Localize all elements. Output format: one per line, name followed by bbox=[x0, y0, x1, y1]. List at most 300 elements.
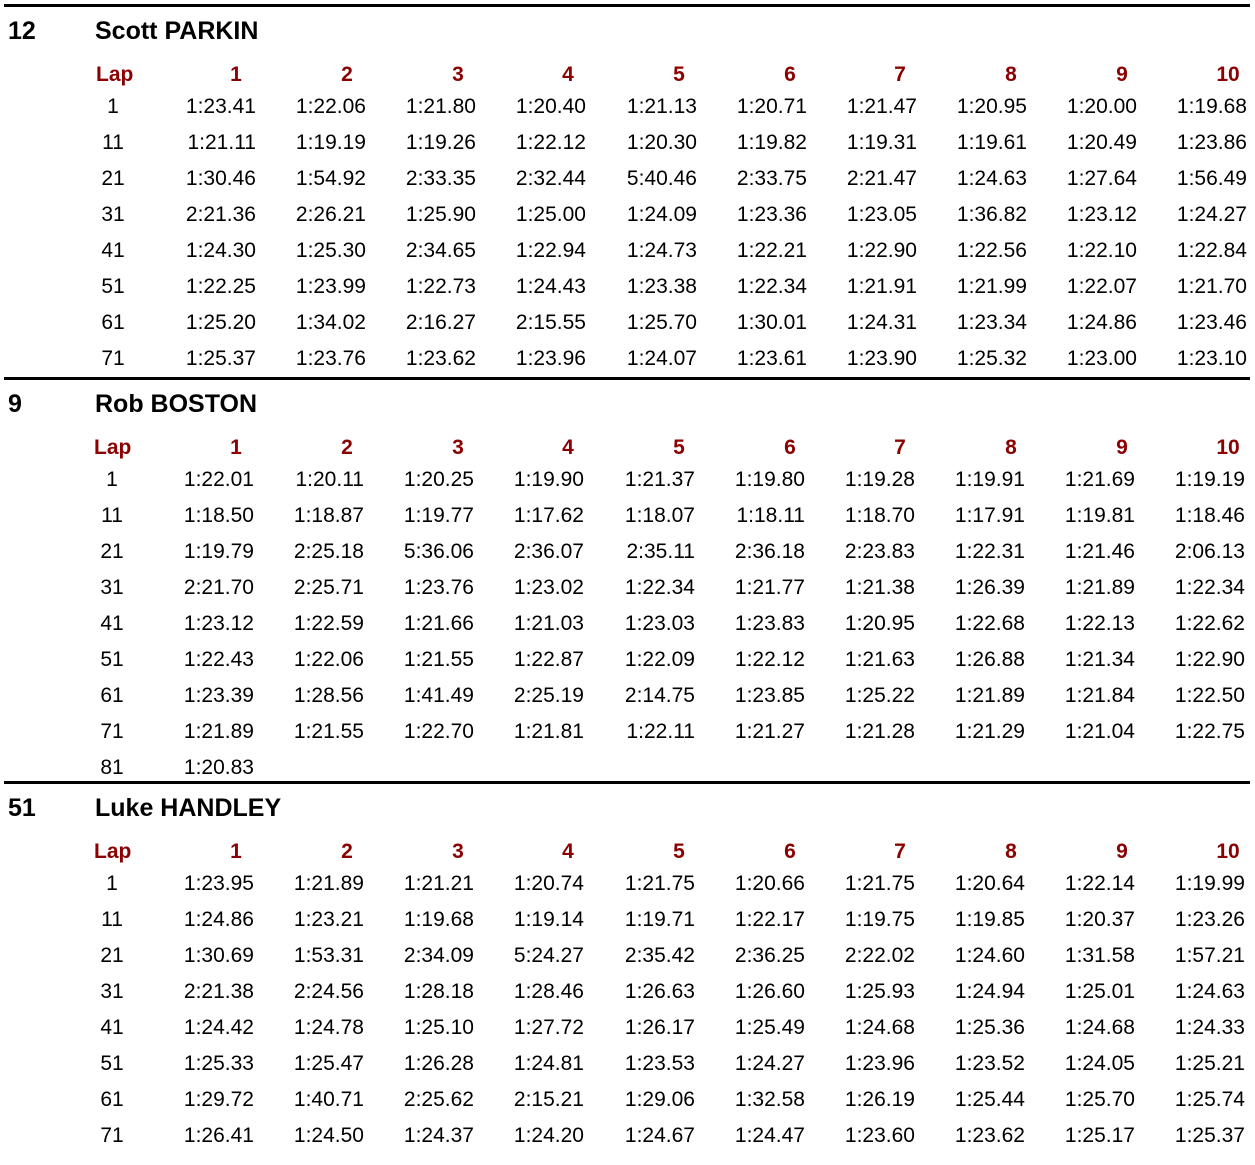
lap-time-cell: 2:06.13 bbox=[1174, 540, 1245, 563]
column-header: 2 bbox=[341, 63, 353, 86]
lap-time-cell: 1:18.70 bbox=[844, 504, 915, 527]
lap-time-cell: 2:21.36 bbox=[185, 203, 256, 226]
lap-time-cell: 1:57.21 bbox=[1174, 944, 1245, 967]
lap-time-cell: 1:21.37 bbox=[624, 468, 695, 491]
column-header: 6 bbox=[784, 63, 796, 86]
lap-time-cell: 1:30.01 bbox=[736, 311, 807, 334]
lap-time-cell: 1:29.06 bbox=[624, 1088, 695, 1111]
lap-time-cell: 1:22.84 bbox=[1176, 239, 1247, 262]
lap-time-cell: 1:19.85 bbox=[954, 908, 1025, 931]
lap-time-cell: 1:24.63 bbox=[956, 167, 1027, 190]
lap-number: 11 bbox=[101, 504, 123, 527]
lap-time-cell: 1:54.92 bbox=[295, 167, 366, 190]
lap-number: 31 bbox=[101, 203, 125, 226]
lap-column-header: Lap bbox=[94, 840, 132, 863]
lap-time-cell: 1:22.62 bbox=[1174, 612, 1245, 635]
lap-number: 21 bbox=[100, 540, 124, 563]
lap-time-cell: 1:25.90 bbox=[405, 203, 476, 226]
lap-time-cell: 1:19.14 bbox=[513, 908, 584, 931]
lap-number: 71 bbox=[100, 1124, 124, 1147]
lap-time-cell: 1:22.12 bbox=[515, 131, 586, 154]
lap-time-cell: 1:23.96 bbox=[844, 1052, 915, 1075]
lap-time-cell: 1:24.37 bbox=[403, 1124, 474, 1147]
lap-time-cell: 1:24.50 bbox=[293, 1124, 364, 1147]
lap-time-cell: 1:25.37 bbox=[1174, 1124, 1245, 1147]
lap-time-cell: 1:30.69 bbox=[183, 944, 254, 967]
lap-time-cell: 1:25.00 bbox=[515, 203, 586, 226]
lap-time-cell: 1:24.05 bbox=[1064, 1052, 1135, 1075]
lap-time-cell: 2:35.11 bbox=[626, 540, 695, 563]
lap-time-cell: 1:22.06 bbox=[295, 95, 366, 118]
lap-time-cell: 1:20.00 bbox=[1066, 95, 1137, 118]
lap-time-cell: 2:36.07 bbox=[513, 540, 584, 563]
lap-time-cell: 1:23.61 bbox=[736, 347, 807, 370]
lap-time-cell: 5:24.27 bbox=[513, 944, 584, 967]
driver-section bbox=[0, 377, 1255, 797]
lap-time-cell: 1:29.72 bbox=[183, 1088, 254, 1111]
section-divider bbox=[4, 4, 1250, 7]
lap-time-cell: 1:19.61 bbox=[956, 131, 1027, 154]
lap-number: 51 bbox=[100, 1052, 124, 1075]
lap-time-cell: 1:28.46 bbox=[513, 980, 584, 1003]
column-header: 4 bbox=[562, 436, 574, 459]
lap-time-cell: 1:21.29 bbox=[954, 720, 1025, 743]
column-header: 5 bbox=[673, 63, 685, 86]
lap-time-cell: 2:33.35 bbox=[405, 167, 476, 190]
lap-time-cell: 1:22.13 bbox=[1064, 612, 1135, 635]
lap-time-cell: 1:23.36 bbox=[736, 203, 807, 226]
lap-time-cell: 1:24.09 bbox=[626, 203, 697, 226]
lap-time-cell: 2:14.75 bbox=[624, 684, 695, 707]
lap-time-cell: 1:24.30 bbox=[185, 239, 256, 262]
lap-time-cell: 1:26.60 bbox=[734, 980, 805, 1003]
lap-time-cell: 1:24.60 bbox=[954, 944, 1025, 967]
lap-time-cell: 1:24.33 bbox=[1174, 1016, 1245, 1039]
lap-time-cell: 1:23.12 bbox=[183, 612, 254, 635]
car-number: 51 bbox=[8, 794, 36, 822]
lap-time-cell: 1:23.99 bbox=[295, 275, 366, 298]
lap-time-cell: 1:24.86 bbox=[1066, 311, 1137, 334]
lap-number: 71 bbox=[100, 720, 124, 743]
lap-time-cell: 1:22.10 bbox=[1066, 239, 1137, 262]
lap-number: 1 bbox=[106, 872, 118, 895]
lap-time-cell: 1:22.90 bbox=[1174, 648, 1245, 671]
lap-time-cell: 1:23.34 bbox=[956, 311, 1027, 334]
lap-column-header: Lap bbox=[96, 63, 134, 86]
lap-time-cell: 1:21.89 bbox=[183, 720, 254, 743]
driver-name: Scott PARKIN bbox=[95, 17, 259, 45]
lap-time-cell: 2:24.56 bbox=[293, 980, 364, 1003]
lap-time-cell: 1:23.83 bbox=[734, 612, 805, 635]
lap-time-cell: 1:21.46 bbox=[1064, 540, 1135, 563]
lap-number: 61 bbox=[101, 311, 125, 334]
lap-number: 41 bbox=[101, 239, 125, 262]
lap-time-cell: 1:25.47 bbox=[293, 1052, 364, 1075]
lap-time-cell: 1:21.91 bbox=[846, 275, 917, 298]
lap-time-cell: 1:25.21 bbox=[1174, 1052, 1245, 1075]
lap-time-cell: 1:22.90 bbox=[846, 239, 917, 262]
lap-time-cell: 2:16.27 bbox=[405, 311, 476, 334]
lap-time-cell: 1:22.01 bbox=[183, 468, 254, 491]
lap-time-cell: 1:22.12 bbox=[734, 648, 805, 671]
lap-time-cell: 1:26.41 bbox=[183, 1124, 254, 1147]
lap-time-cell: 1:19.28 bbox=[844, 468, 915, 491]
lap-time-cell: 1:24.63 bbox=[1174, 980, 1245, 1003]
lap-time-cell: 1:26.17 bbox=[624, 1016, 695, 1039]
lap-time-cell: 1:23.26 bbox=[1174, 908, 1245, 931]
column-header: 6 bbox=[784, 840, 796, 863]
lap-time-cell: 1:22.73 bbox=[405, 275, 476, 298]
lap-time-cell: 1:18.87 bbox=[293, 504, 364, 527]
lap-time-cell: 1:24.07 bbox=[626, 347, 697, 370]
lap-time-cell: 1:21.63 bbox=[844, 648, 915, 671]
lap-time-cell: 1:24.31 bbox=[846, 311, 917, 334]
lap-time-cell: 1:26.63 bbox=[624, 980, 695, 1003]
column-header: 10 bbox=[1216, 63, 1240, 86]
lap-time-cell: 1:23.96 bbox=[515, 347, 586, 370]
lap-time-cell: 2:21.70 bbox=[183, 576, 254, 599]
lap-time-cell: 1:22.07 bbox=[1066, 275, 1137, 298]
column-header: 9 bbox=[1116, 436, 1128, 459]
lap-time-cell: 1:22.17 bbox=[734, 908, 805, 931]
lap-time-cell: 1:41.49 bbox=[403, 684, 474, 707]
column-header: 10 bbox=[1216, 840, 1240, 863]
lap-time-cell: 1:21.03 bbox=[513, 612, 584, 635]
lap-time-cell: 1:53.31 bbox=[293, 944, 364, 967]
lap-time-cell: 1:18.07 bbox=[624, 504, 695, 527]
lap-time-cell: 1:22.31 bbox=[954, 540, 1025, 563]
lap-time-cell: 1:25.17 bbox=[1064, 1124, 1135, 1147]
column-header: 5 bbox=[673, 840, 685, 863]
lap-time-cell: 1:21.28 bbox=[844, 720, 915, 743]
lap-time-cell: 1:23.95 bbox=[183, 872, 254, 895]
lap-time-cell: 1:21.11 bbox=[187, 131, 256, 154]
lap-time-cell: 1:20.64 bbox=[954, 872, 1025, 895]
lap-time-cell: 1:25.44 bbox=[954, 1088, 1025, 1111]
lap-time-cell: 1:22.14 bbox=[1064, 872, 1135, 895]
lap-time-cell: 1:25.33 bbox=[183, 1052, 254, 1075]
lap-time-cell: 1:21.13 bbox=[626, 95, 697, 118]
lap-time-cell: 1:19.77 bbox=[403, 504, 474, 527]
lap-time-cell: 2:33.75 bbox=[736, 167, 807, 190]
lap-time-cell: 1:23.39 bbox=[183, 684, 254, 707]
lap-time-cell: 1:24.68 bbox=[844, 1016, 915, 1039]
lap-time-cell: 1:23.76 bbox=[295, 347, 366, 370]
lap-time-cell: 1:27.64 bbox=[1066, 167, 1137, 190]
lap-time-cell: 1:25.93 bbox=[844, 980, 915, 1003]
lap-time-cell: 1:23.02 bbox=[513, 576, 584, 599]
lap-time-cell: 1:24.81 bbox=[513, 1052, 584, 1075]
lap-time-cell: 1:22.25 bbox=[185, 275, 256, 298]
lap-time-cell: 1:21.75 bbox=[844, 872, 915, 895]
lap-number: 1 bbox=[106, 468, 118, 491]
lap-time-cell: 2:21.47 bbox=[846, 167, 917, 190]
column-header: 8 bbox=[1005, 436, 1017, 459]
lap-time-cell: 1:21.77 bbox=[734, 576, 805, 599]
lap-time-cell: 1:21.21 bbox=[403, 872, 474, 895]
car-number: 9 bbox=[8, 390, 22, 418]
lap-time-cell: 1:23.00 bbox=[1066, 347, 1137, 370]
lap-number: 41 bbox=[100, 612, 124, 635]
column-header: 3 bbox=[452, 436, 464, 459]
lap-time-cell: 1:19.79 bbox=[183, 540, 254, 563]
column-header: 2 bbox=[341, 840, 353, 863]
lap-time-cell: 1:23.53 bbox=[624, 1052, 695, 1075]
column-header: 8 bbox=[1005, 840, 1017, 863]
lap-time-cell: 1:19.26 bbox=[405, 131, 476, 154]
lap-time-cell: 1:30.46 bbox=[185, 167, 256, 190]
lap-time-cell: 1:23.76 bbox=[403, 576, 474, 599]
lap-time-cell: 1:25.22 bbox=[844, 684, 915, 707]
column-header: 1 bbox=[230, 840, 242, 863]
lap-time-cell: 1:25.37 bbox=[185, 347, 256, 370]
lap-time-cell: 1:22.34 bbox=[1174, 576, 1245, 599]
lap-time-cell: 2:35.42 bbox=[624, 944, 695, 967]
lap-time-cell: 1:19.19 bbox=[1174, 468, 1245, 491]
lap-time-cell: 1:22.50 bbox=[1174, 684, 1245, 707]
lap-time-cell: 1:22.56 bbox=[956, 239, 1027, 262]
lap-time-cell: 1:22.68 bbox=[954, 612, 1025, 635]
column-header: 8 bbox=[1005, 63, 1017, 86]
lap-time-cell: 1:26.39 bbox=[954, 576, 1025, 599]
lap-number: 11 bbox=[102, 131, 124, 154]
column-header: 6 bbox=[784, 436, 796, 459]
lap-time-cell: 1:21.80 bbox=[405, 95, 476, 118]
lap-time-cell: 1:28.18 bbox=[403, 980, 474, 1003]
lap-time-cell: 1:26.28 bbox=[403, 1052, 474, 1075]
lap-time-cell: 2:22.02 bbox=[844, 944, 915, 967]
car-number: 12 bbox=[8, 17, 36, 45]
lap-time-cell: 1:24.47 bbox=[734, 1124, 805, 1147]
lap-time-cell: 1:25.32 bbox=[956, 347, 1027, 370]
section-divider bbox=[4, 377, 1250, 380]
column-header: 2 bbox=[341, 436, 353, 459]
lap-time-cell: 1:23.12 bbox=[1066, 203, 1137, 226]
lap-time-cell: 1:20.49 bbox=[1066, 131, 1137, 154]
lap-time-cell: 1:21.81 bbox=[513, 720, 584, 743]
lap-time-cell: 1:20.25 bbox=[403, 468, 474, 491]
lap-time-cell: 1:20.30 bbox=[626, 131, 697, 154]
lap-time-cell: 1:23.46 bbox=[1176, 311, 1247, 334]
column-header: 7 bbox=[894, 436, 906, 459]
lap-number: 61 bbox=[100, 1088, 124, 1111]
lap-time-cell: 1:22.11 bbox=[626, 720, 695, 743]
column-header: 1 bbox=[230, 63, 242, 86]
lap-time-cell: 1:20.95 bbox=[956, 95, 1027, 118]
lap-number: 31 bbox=[100, 980, 124, 1003]
lap-time-cell: 1:21.89 bbox=[1064, 576, 1135, 599]
lap-time-cell: 1:23.10 bbox=[1176, 347, 1247, 370]
lap-time-cell: 2:36.18 bbox=[734, 540, 805, 563]
lap-time-cell: 1:20.83 bbox=[183, 756, 254, 779]
lap-time-cell: 1:24.27 bbox=[1176, 203, 1247, 226]
lap-time-cell: 1:21.38 bbox=[844, 576, 915, 599]
lap-time-cell: 1:19.68 bbox=[1176, 95, 1247, 118]
lap-time-cell: 2:15.55 bbox=[515, 311, 586, 334]
section-divider bbox=[4, 781, 1250, 784]
lap-time-cell: 2:21.38 bbox=[183, 980, 254, 1003]
lap-time-cell: 1:18.50 bbox=[183, 504, 254, 527]
lap-time-cell: 1:23.90 bbox=[846, 347, 917, 370]
lap-time-cell: 1:22.21 bbox=[736, 239, 807, 262]
lap-time-cell: 1:25.20 bbox=[185, 311, 256, 334]
column-header: 7 bbox=[894, 63, 906, 86]
driver-section bbox=[0, 781, 1255, 1165]
lap-time-cell: 1:25.30 bbox=[295, 239, 366, 262]
column-header: 9 bbox=[1116, 63, 1128, 86]
column-header: 10 bbox=[1216, 436, 1240, 459]
lap-time-cell: 1:21.99 bbox=[956, 275, 1027, 298]
lap-number: 41 bbox=[100, 1016, 124, 1039]
lap-time-cell: 2:25.18 bbox=[293, 540, 364, 563]
driver-name: Luke HANDLEY bbox=[95, 794, 282, 822]
lap-time-cell: 1:25.49 bbox=[734, 1016, 805, 1039]
lap-number: 61 bbox=[100, 684, 124, 707]
lap-time-cell: 1:20.71 bbox=[736, 95, 807, 118]
lap-time-cell: 2:34.65 bbox=[405, 239, 476, 262]
lap-time-cell: 2:23.83 bbox=[844, 540, 915, 563]
lap-time-cell: 1:19.99 bbox=[1174, 872, 1245, 895]
lap-time-cell: 1:20.95 bbox=[844, 612, 915, 635]
lap-number: 71 bbox=[101, 347, 125, 370]
lap-time-cell: 1:24.67 bbox=[624, 1124, 695, 1147]
lap-time-cell: 1:21.69 bbox=[1064, 468, 1135, 491]
lap-time-cell: 1:17.91 bbox=[954, 504, 1025, 527]
lap-time-cell: 1:22.43 bbox=[183, 648, 254, 671]
lap-time-cell: 1:21.66 bbox=[403, 612, 474, 635]
lap-time-cell: 1:24.73 bbox=[626, 239, 697, 262]
lap-time-cell: 1:23.52 bbox=[954, 1052, 1025, 1075]
column-header: 3 bbox=[452, 840, 464, 863]
lap-time-cell: 1:19.31 bbox=[846, 131, 917, 154]
lap-time-cell: 1:25.70 bbox=[1064, 1088, 1135, 1111]
lap-number: 31 bbox=[100, 576, 124, 599]
column-header: 9 bbox=[1116, 840, 1128, 863]
column-header: 1 bbox=[230, 436, 242, 459]
lap-time-cell: 1:21.04 bbox=[1064, 720, 1135, 743]
lap-number: 51 bbox=[100, 648, 124, 671]
lap-time-cell: 2:26.21 bbox=[295, 203, 366, 226]
lap-time-cell: 1:24.86 bbox=[183, 908, 254, 931]
lap-time-cell: 1:18.11 bbox=[736, 504, 805, 527]
lap-time-cell: 1:23.85 bbox=[734, 684, 805, 707]
lap-time-cell: 1:21.84 bbox=[1064, 684, 1135, 707]
lap-time-cell: 1:21.89 bbox=[954, 684, 1025, 707]
lap-time-cell: 1:26.19 bbox=[844, 1088, 915, 1111]
lap-time-cell: 1:21.55 bbox=[403, 648, 474, 671]
lap-time-cell: 1:22.34 bbox=[736, 275, 807, 298]
lap-time-cell: 1:19.80 bbox=[734, 468, 805, 491]
lap-time-cell: 1:24.42 bbox=[183, 1016, 254, 1039]
lap-time-cell: 1:25.10 bbox=[403, 1016, 474, 1039]
lap-time-cell: 1:18.46 bbox=[1174, 504, 1245, 527]
lap-time-cell: 1:23.62 bbox=[954, 1124, 1025, 1147]
lap-time-cell: 1:20.37 bbox=[1064, 908, 1135, 931]
lap-time-cell: 2:32.44 bbox=[515, 167, 586, 190]
lap-number: 81 bbox=[100, 756, 124, 779]
lap-time-cell: 1:20.11 bbox=[295, 468, 364, 491]
lap-number: 11 bbox=[101, 908, 123, 931]
column-header: 4 bbox=[562, 63, 574, 86]
lap-time-cell: 2:25.62 bbox=[403, 1088, 474, 1111]
lap-time-cell: 1:19.91 bbox=[954, 468, 1025, 491]
lap-time-cell: 1:56.49 bbox=[1176, 167, 1247, 190]
lap-time-cell: 1:22.94 bbox=[515, 239, 586, 262]
driver-name: Rob BOSTON bbox=[95, 390, 258, 418]
lap-time-cell: 1:24.78 bbox=[293, 1016, 364, 1039]
lap-time-cell: 2:34.09 bbox=[403, 944, 474, 967]
lap-time-cell: 1:25.70 bbox=[626, 311, 697, 334]
lap-time-cell: 1:22.59 bbox=[293, 612, 364, 635]
lap-time-cell: 2:15.21 bbox=[513, 1088, 584, 1111]
lap-time-cell: 1:34.02 bbox=[295, 311, 366, 334]
lap-time-cell: 1:23.21 bbox=[293, 908, 364, 931]
lap-time-cell: 1:23.62 bbox=[405, 347, 476, 370]
lap-number: 21 bbox=[100, 944, 124, 967]
lap-time-cell: 1:26.88 bbox=[954, 648, 1025, 671]
lap-time-cell: 1:19.68 bbox=[403, 908, 474, 931]
lap-number: 51 bbox=[101, 275, 125, 298]
lap-time-cell: 2:36.25 bbox=[734, 944, 805, 967]
lap-time-cell: 1:23.86 bbox=[1176, 131, 1247, 154]
lap-time-cell: 1:24.43 bbox=[515, 275, 586, 298]
lap-time-cell: 1:21.47 bbox=[846, 95, 917, 118]
lap-time-cell: 2:25.71 bbox=[293, 576, 364, 599]
lap-time-cell: 1:23.41 bbox=[185, 95, 256, 118]
lap-time-cell: 1:19.90 bbox=[513, 468, 584, 491]
lap-time-cell: 1:19.19 bbox=[295, 131, 366, 154]
lap-time-cell: 1:22.09 bbox=[624, 648, 695, 671]
lap-time-cell: 1:24.20 bbox=[513, 1124, 584, 1147]
lap-time-cell: 1:22.87 bbox=[513, 648, 584, 671]
lap-time-cell: 1:23.05 bbox=[846, 203, 917, 226]
lap-time-cell: 1:25.01 bbox=[1064, 980, 1135, 1003]
lap-time-cell: 1:23.60 bbox=[844, 1124, 915, 1147]
lap-time-cell: 1:32.58 bbox=[734, 1088, 805, 1111]
lap-time-cell: 1:22.34 bbox=[624, 576, 695, 599]
lap-time-cell: 1:25.74 bbox=[1174, 1088, 1245, 1111]
lap-time-cell: 1:24.68 bbox=[1064, 1016, 1135, 1039]
lap-time-cell: 2:25.19 bbox=[513, 684, 584, 707]
lap-time-cell: 1:40.71 bbox=[293, 1088, 364, 1111]
lap-time-cell: 5:36.06 bbox=[403, 540, 474, 563]
lap-time-cell: 1:19.82 bbox=[736, 131, 807, 154]
driver-section bbox=[0, 4, 1255, 388]
lap-time-cell: 1:23.03 bbox=[624, 612, 695, 635]
lap-time-cell: 1:19.71 bbox=[624, 908, 695, 931]
lap-time-cell: 1:22.75 bbox=[1174, 720, 1245, 743]
lap-time-cell: 1:20.40 bbox=[515, 95, 586, 118]
lap-time-cell: 1:36.82 bbox=[956, 203, 1027, 226]
lap-column-header: Lap bbox=[94, 436, 132, 459]
lap-time-cell: 1:22.70 bbox=[403, 720, 474, 743]
lap-time-cell: 1:23.38 bbox=[626, 275, 697, 298]
lap-time-cell: 1:21.34 bbox=[1064, 648, 1135, 671]
lap-number: 1 bbox=[107, 95, 119, 118]
lap-time-cell: 1:24.94 bbox=[954, 980, 1025, 1003]
lap-time-cell: 1:22.06 bbox=[293, 648, 364, 671]
lap-time-cell: 1:25.36 bbox=[954, 1016, 1025, 1039]
lap-number: 21 bbox=[101, 167, 125, 190]
lap-time-cell: 1:24.27 bbox=[734, 1052, 805, 1075]
lap-time-cell: 1:21.89 bbox=[293, 872, 364, 895]
lap-time-cell: 1:27.72 bbox=[513, 1016, 584, 1039]
lap-time-cell: 1:31.58 bbox=[1064, 944, 1135, 967]
column-header: 3 bbox=[452, 63, 464, 86]
lap-time-cell: 1:17.62 bbox=[513, 504, 584, 527]
lap-time-cell: 1:21.27 bbox=[734, 720, 805, 743]
lap-time-cell: 1:19.81 bbox=[1064, 504, 1135, 527]
